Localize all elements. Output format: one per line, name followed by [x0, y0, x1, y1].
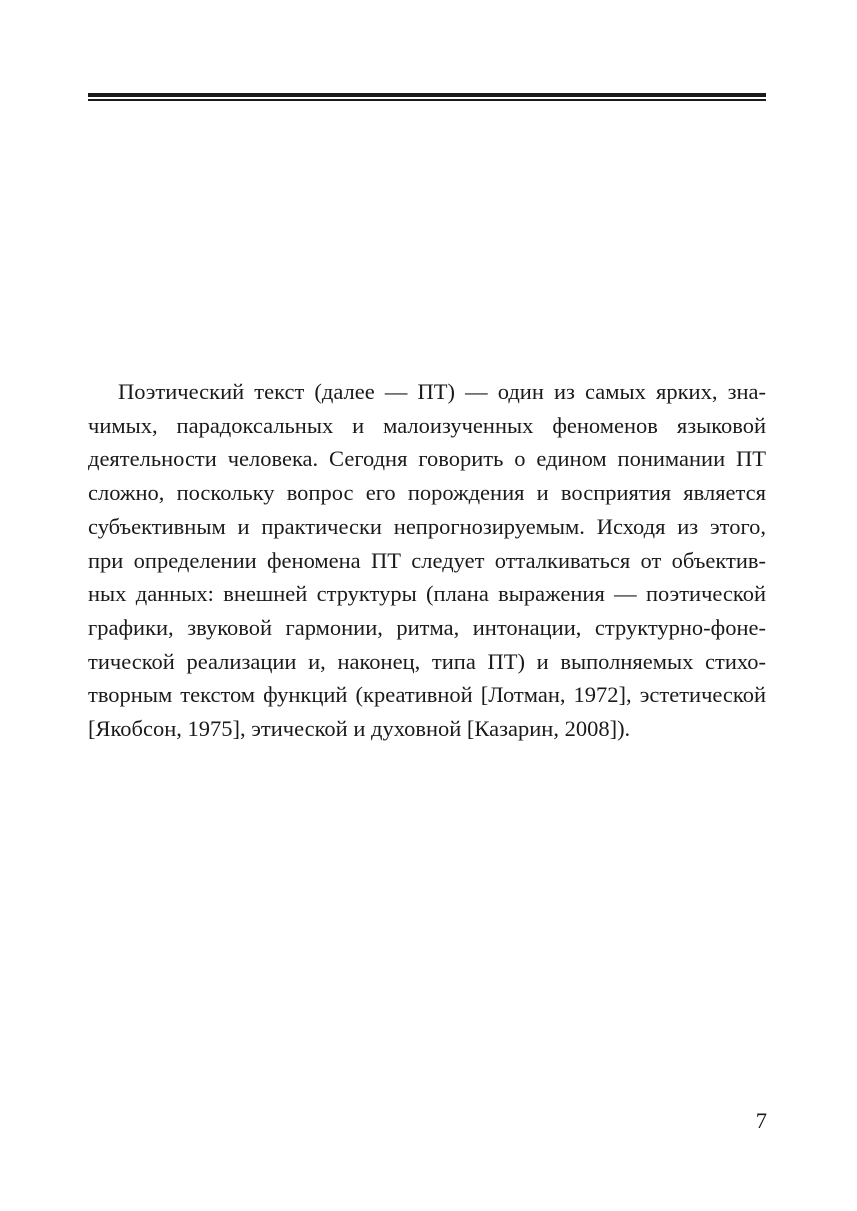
- paragraph-line: деятельности человека. Сегодня говорить о едином понимании ПТ: [88, 446, 766, 472]
- paragraph-line: творным текстом функций (креативной [Лотман, 1972], эстетической: [88, 682, 766, 708]
- paragraph-line: сложно, поскольку вопрос его порождения и восприятия является: [88, 480, 766, 506]
- paragraph-line: Поэтический текст (далее — ПТ) — один из самых ярких, зна-: [118, 379, 766, 404]
- header-rule-thick: [88, 93, 766, 97]
- body-paragraph: [88, 375, 766, 746]
- header-rule-thin: [88, 99, 766, 101]
- paragraph-line: ных данных: внешней структуры (плана выражения — поэтической: [88, 581, 766, 607]
- paragraph-line: графики, звуковой гармонии, ритма, интонации, структурно-фоне-: [88, 614, 766, 640]
- paragraph-line: при определении феномена ПТ следует отталкиваться от объектив-: [88, 547, 766, 573]
- page-number: 7: [755, 1108, 767, 1133]
- paragraph-line: чимых, парадоксальных и малоизученных феноменов языковой: [88, 412, 766, 438]
- paragraph-line: [Якобсон, 1975], этической и духовной [Казарин, 2008]).: [88, 716, 631, 742]
- paragraph-line: субъективным и практически непрогнозируемым. Исходя из этого,: [88, 513, 766, 539]
- paragraph-line: тической реализации и, наконец, типа ПТ) и выполняемых стихо-: [88, 648, 766, 674]
